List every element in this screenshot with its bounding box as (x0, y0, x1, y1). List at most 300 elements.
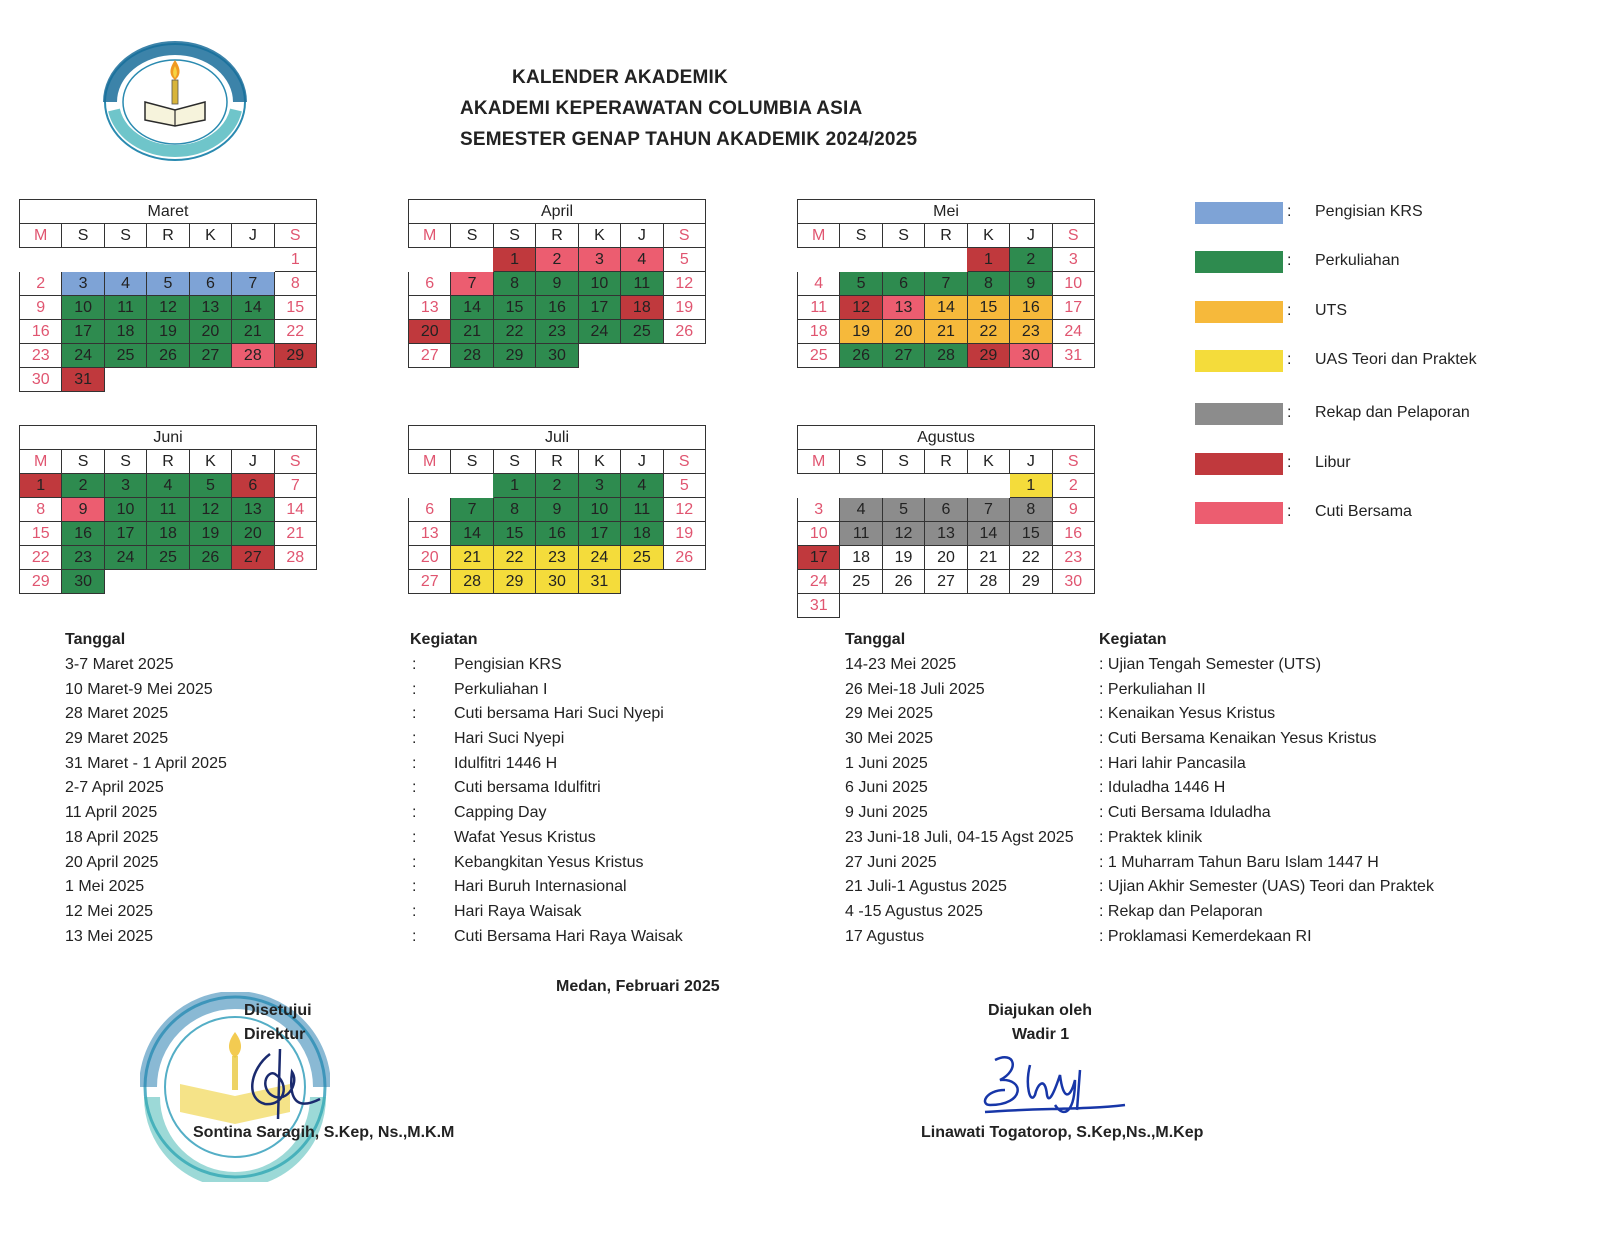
weekday-header: S (62, 450, 104, 474)
calendar-agustus (797, 425, 1095, 618)
event-colon: : (412, 878, 417, 896)
calendar-maret (19, 199, 317, 392)
header-institution: AKADEMI KEPERAWATAN COLUMBIA ASIA (460, 98, 863, 119)
calendar-day: 3 (578, 474, 620, 498)
calendar-day: 13 (925, 522, 967, 546)
calendar-day: 4 (147, 474, 189, 498)
calendar-day: 9 (1052, 498, 1094, 522)
calendar-week (798, 546, 1095, 570)
calendar-day: 29 (967, 344, 1009, 368)
calendar-day: 29 (493, 570, 535, 594)
calendar-day: 6 (189, 272, 231, 296)
event-activity: : Perkuliahan II (1099, 680, 1206, 698)
calendar-day: 19 (147, 320, 189, 344)
calendar-day: 15 (20, 522, 62, 546)
calendar-day: 20 (189, 320, 231, 344)
calendar-day: 7 (451, 272, 493, 296)
event-date: 12 Mei 2025 (65, 902, 154, 920)
calendar-day: 13 (189, 296, 231, 320)
calendar-week (409, 522, 706, 546)
calendar-week (20, 498, 317, 522)
calendar-week (20, 296, 317, 320)
legend-colon: : (1287, 351, 1292, 368)
legend-colon: : (1287, 252, 1292, 269)
empty-cell (104, 248, 146, 272)
events-left-colons (412, 653, 416, 949)
calendar-day: 14 (232, 296, 274, 320)
calendar-day: 10 (578, 272, 620, 296)
academy-logo (100, 40, 250, 170)
calendar-day: 21 (451, 320, 493, 344)
calendar-day: 5 (840, 272, 882, 296)
calendar-day: 31 (1052, 344, 1094, 368)
calendar-day: 23 (1052, 546, 1094, 570)
calendar-day: 1 (493, 248, 535, 272)
calendar-day: 28 (232, 344, 274, 368)
weekday-header: K (189, 224, 231, 248)
events-right-activities (1099, 653, 1434, 949)
calendar-day: 17 (578, 522, 620, 546)
calendar-day: 21 (967, 546, 1009, 570)
calendar-day: 22 (274, 320, 316, 344)
calendar-grid (408, 449, 706, 594)
event-activity: : Iduladha 1446 H (1099, 779, 1226, 797)
weekday-header: K (189, 450, 231, 474)
approved-label: Disetujui (244, 1002, 312, 1019)
calendar-week (798, 320, 1095, 344)
approved-name: Sontina Saragih, S.Kep, Ns.,M.K.M (193, 1124, 455, 1141)
calendar-day: 18 (104, 320, 146, 344)
legend-label: UAS Teori dan Praktek (1315, 351, 1477, 368)
event-activity: Idulfitri 1446 H (454, 754, 558, 772)
calendar-day: 7 (232, 272, 274, 296)
legend-colon: : (1287, 302, 1292, 319)
calendar-day: 20 (409, 320, 451, 344)
event-colon: : (412, 902, 417, 920)
event-date: 27 Juni 2025 (845, 853, 937, 871)
calendar-grid (19, 223, 317, 392)
weekday-header: R (147, 450, 189, 474)
calendar-day: 17 (798, 546, 840, 570)
calendar-week (20, 248, 317, 272)
calendar-day: 24 (104, 546, 146, 570)
calendar-day: 31 (798, 594, 840, 618)
empty-cell (840, 474, 882, 498)
approved-role: Direktur (244, 1026, 306, 1043)
calendar-day: 29 (20, 570, 62, 594)
page-header (460, 62, 918, 155)
calendar-day: 15 (493, 522, 535, 546)
empty-cell (20, 248, 62, 272)
legend-swatch (1195, 350, 1283, 372)
weekday-header: S (1052, 450, 1094, 474)
calendar-day: 10 (1052, 272, 1094, 296)
calendar-day: 14 (967, 522, 1009, 546)
calendar-day: 18 (840, 546, 882, 570)
calendar-day: 26 (663, 320, 705, 344)
calendar-day: 30 (1052, 570, 1094, 594)
calendar-day: 23 (536, 320, 578, 344)
empty-cell (147, 248, 189, 272)
calendar-day: 21 (451, 546, 493, 570)
calendar-day: 24 (1052, 320, 1094, 344)
empty-cell (925, 474, 967, 498)
empty-cell (925, 594, 967, 618)
calendar-week (798, 474, 1095, 498)
calendar-day: 10 (62, 296, 104, 320)
calendar-week (409, 474, 706, 498)
weekday-header: K (967, 224, 1009, 248)
calendar-week (409, 546, 706, 570)
calendar-day: 3 (104, 474, 146, 498)
weekday-header: R (536, 450, 578, 474)
calendar-day: 18 (798, 320, 840, 344)
weekday-header: S (663, 224, 705, 248)
calendar-day: 31 (578, 570, 620, 594)
calendar-week (409, 320, 706, 344)
events-left-activities (454, 653, 683, 949)
calendar-day: 16 (536, 522, 578, 546)
legend-label: Cuti Bersama (1315, 503, 1412, 520)
event-date: 21 Juli-1 Agustus 2025 (845, 878, 1007, 896)
event-colon: : (412, 754, 417, 772)
empty-cell (189, 248, 231, 272)
empty-cell (409, 474, 451, 498)
empty-cell (147, 368, 189, 392)
calendar-day: 10 (798, 522, 840, 546)
event-date: 4 -15 Agustus 2025 (845, 902, 983, 920)
weekday-header: R (925, 224, 967, 248)
event-activity: : Cuti Bersama Iduladha (1099, 804, 1271, 822)
legend-colon: : (1287, 203, 1292, 220)
calendar-day: 29 (1010, 570, 1052, 594)
empty-cell (232, 368, 274, 392)
weekday-header: S (62, 224, 104, 248)
calendar-day: 6 (882, 272, 924, 296)
calendar-day: 18 (621, 296, 663, 320)
calendar-day: 28 (967, 570, 1009, 594)
calendar-day: 28 (925, 344, 967, 368)
calendar-day: 2 (62, 474, 104, 498)
empty-cell (882, 474, 924, 498)
event-date: 13 Mei 2025 (65, 927, 154, 945)
weekday-header: S (840, 450, 882, 474)
event-activity: : 1 Muharram Tahun Baru Islam 1447 H (1099, 853, 1379, 871)
calendar-day: 2 (1052, 474, 1094, 498)
event-date: 30 Mei 2025 (845, 730, 934, 748)
calendar-month-title: Maret (19, 199, 317, 223)
calendar-day: 19 (663, 522, 705, 546)
calendar-day: 3 (62, 272, 104, 296)
weekday-header: S (493, 450, 535, 474)
calendar-day: 11 (798, 296, 840, 320)
calendar-day: 21 (274, 522, 316, 546)
weekday-header: R (925, 450, 967, 474)
event-date: 17 Agustus (845, 927, 925, 945)
calendar-day: 29 (274, 344, 316, 368)
proposed-label: Diajukan oleh (988, 1002, 1093, 1019)
calendar-day: 5 (882, 498, 924, 522)
weekday-header: M (409, 224, 451, 248)
signature-director (230, 1044, 330, 1129)
event-date: 9 Juni 2025 (845, 804, 928, 822)
calendar-day: 1 (274, 248, 316, 272)
event-colon: : (412, 927, 417, 945)
weekday-header: S (451, 450, 493, 474)
calendar-week (20, 344, 317, 368)
calendar-day: 11 (840, 522, 882, 546)
calendar-day: 24 (62, 344, 104, 368)
legend-label: Perkuliahan (1315, 252, 1400, 269)
legend-item-libur (1195, 452, 1525, 478)
event-date: 31 Maret - 1 April 2025 (65, 754, 227, 772)
event-colon: : (412, 779, 417, 797)
calendar-week (798, 272, 1095, 296)
weekday-header: S (493, 224, 535, 248)
weekday-header: K (578, 450, 620, 474)
calendar-day: 30 (62, 570, 104, 594)
legend-label: Rekap dan Pelaporan (1315, 404, 1470, 421)
calendar-week (20, 522, 317, 546)
empty-cell (967, 594, 1009, 618)
event-colon: : (412, 705, 417, 723)
weekday-header: J (621, 450, 663, 474)
empty-cell (840, 594, 882, 618)
weekday-header: S (274, 224, 316, 248)
calendar-week (20, 320, 317, 344)
event-date: 6 Juni 2025 (845, 779, 928, 797)
calendar-day: 2 (20, 272, 62, 296)
calendar-day: 6 (925, 498, 967, 522)
header-title: KALENDER AKADEMIK (512, 67, 728, 88)
calendar-day: 12 (663, 498, 705, 522)
calendar-week (20, 272, 317, 296)
event-activity: : Kenaikan Yesus Kristus (1099, 705, 1276, 723)
calendar-day: 12 (882, 522, 924, 546)
event-colon: : (412, 828, 417, 846)
calendar-day: 10 (104, 498, 146, 522)
weekday-header: J (621, 224, 663, 248)
calendar-day: 4 (621, 474, 663, 498)
event-activity: Cuti bersama Hari Suci Nyepi (454, 705, 664, 723)
calendar-day: 1 (493, 474, 535, 498)
calendar-day: 4 (798, 272, 840, 296)
legend-colon: : (1287, 454, 1292, 471)
calendar-day: 28 (274, 546, 316, 570)
calendar-day: 8 (967, 272, 1009, 296)
legend-swatch (1195, 502, 1283, 524)
calendar-day: 9 (536, 272, 578, 296)
calendar-day: 23 (62, 546, 104, 570)
calendar-day: 19 (840, 320, 882, 344)
events-left-dates (65, 653, 227, 949)
calendar-day: 20 (232, 522, 274, 546)
calendar-day: 17 (104, 522, 146, 546)
calendar-day: 9 (536, 498, 578, 522)
calendar-day: 7 (451, 498, 493, 522)
calendar-day: 15 (274, 296, 316, 320)
calendar-week (798, 570, 1095, 594)
calendar-day: 4 (104, 272, 146, 296)
calendar-day: 12 (147, 296, 189, 320)
events-right-dates (845, 653, 1074, 949)
calendar-day: 30 (536, 344, 578, 368)
calendar-day: 14 (451, 522, 493, 546)
event-activity: Pengisian KRS (454, 656, 562, 673)
event-activity: Wafat Yesus Kristus (454, 828, 596, 846)
event-activity: : Hari lahir Pancasila (1099, 754, 1246, 772)
event-activity: : Cuti Bersama Kenaikan Yesus Kristus (1099, 730, 1377, 748)
event-date: 18 April 2025 (65, 828, 159, 846)
calendar-day: 16 (1052, 522, 1094, 546)
calendar-day: 25 (798, 344, 840, 368)
weekday-header: S (840, 224, 882, 248)
event-activity: Perkuliahan I (454, 680, 548, 698)
calendar-week (409, 570, 706, 594)
weekday-header: M (20, 224, 62, 248)
header-semester: SEMESTER GENAP TAHUN AKADEMIK 2024/2025 (460, 129, 918, 150)
calendar-day: 24 (798, 570, 840, 594)
event-activity: : Rekap dan Pelaporan (1099, 902, 1263, 920)
calendar-day: 6 (409, 272, 451, 296)
events-right-date-header: Tanggal (845, 631, 906, 648)
calendar-day: 25 (840, 570, 882, 594)
empty-cell (104, 570, 146, 594)
calendar-day: 8 (493, 272, 535, 296)
weekday-header: S (1052, 224, 1094, 248)
calendar-day: 15 (1010, 522, 1052, 546)
event-date: 10 Maret-9 Mei 2025 (65, 680, 213, 698)
calendar-day: 6 (409, 498, 451, 522)
event-activity: Hari Suci Nyepi (454, 730, 565, 748)
calendar-day: 28 (451, 570, 493, 594)
calendar-day: 16 (536, 296, 578, 320)
legend-item-krs (1195, 201, 1525, 227)
calendar-week (409, 498, 706, 522)
calendar-day: 22 (493, 320, 535, 344)
calendar-day: 14 (274, 498, 316, 522)
legend-item-rekap (1195, 402, 1525, 428)
calendar-day: 2 (536, 474, 578, 498)
calendar-day: 15 (493, 296, 535, 320)
event-activity: Cuti bersama Idulfitri (454, 779, 601, 797)
event-colon: : (412, 804, 417, 822)
calendar-day: 8 (1010, 498, 1052, 522)
calendar-month-title: Agustus (797, 425, 1095, 449)
calendar-day: 5 (189, 474, 231, 498)
empty-cell (451, 474, 493, 498)
calendar-day: 13 (409, 522, 451, 546)
calendar-grid (408, 223, 706, 368)
weekday-header: S (882, 450, 924, 474)
calendar-week (798, 498, 1095, 522)
calendar-day: 10 (578, 498, 620, 522)
place-date: Medan, Februari 2025 (556, 978, 720, 995)
calendar-day: 23 (536, 546, 578, 570)
calendar-juli (408, 425, 706, 594)
calendar-day: 26 (663, 546, 705, 570)
empty-cell (882, 248, 924, 272)
weekday-header: K (578, 224, 620, 248)
weekday-header: M (798, 450, 840, 474)
calendar-week (409, 272, 706, 296)
empty-cell (663, 344, 705, 368)
legend-colon: : (1287, 503, 1292, 520)
calendar-day: 2 (1010, 248, 1052, 272)
calendar-day: 27 (189, 344, 231, 368)
empty-cell (621, 344, 663, 368)
calendar-day: 21 (232, 320, 274, 344)
event-date: 29 Mei 2025 (845, 705, 934, 723)
event-colon: : (412, 680, 417, 698)
calendar-day: 24 (578, 320, 620, 344)
calendar-day: 30 (1010, 344, 1052, 368)
calendar-day: 30 (536, 570, 578, 594)
calendar-week (409, 344, 706, 368)
calendar-day: 22 (1010, 546, 1052, 570)
calendar-day: 27 (232, 546, 274, 570)
calendar-day: 13 (232, 498, 274, 522)
calendar-grid (19, 449, 317, 594)
empty-cell (663, 570, 705, 594)
calendar-day: 7 (274, 474, 316, 498)
calendar-week (798, 344, 1095, 368)
calendar-day: 11 (147, 498, 189, 522)
weekday-header: S (104, 224, 146, 248)
empty-cell (798, 248, 840, 272)
calendar-day: 1 (20, 474, 62, 498)
event-date: 29 Maret 2025 (65, 730, 169, 748)
calendar-day: 24 (578, 546, 620, 570)
proposed-role: Wadir 1 (1012, 1026, 1070, 1043)
calendar-day: 7 (967, 498, 1009, 522)
calendar-day: 3 (1052, 248, 1094, 272)
legend-swatch (1195, 202, 1283, 224)
calendar-week (409, 296, 706, 320)
calendar-day: 17 (62, 320, 104, 344)
calendar-day: 26 (882, 570, 924, 594)
events-right-activity-header: Kegiatan (1099, 631, 1167, 648)
empty-cell (578, 344, 620, 368)
events-left-activity-header: Kegiatan (410, 631, 478, 648)
event-activity: Hari Raya Waisak (454, 902, 582, 920)
calendar-day: 23 (20, 344, 62, 368)
calendar-day: 5 (147, 272, 189, 296)
proposed-name: Linawati Togatorop, S.Kep,Ns.,M.Kep (921, 1124, 1204, 1141)
calendar-day: 26 (189, 546, 231, 570)
empty-cell (147, 570, 189, 594)
calendar-grid (797, 449, 1095, 618)
calendar-week (798, 296, 1095, 320)
event-activity: : Proklamasi Kemerdekaan RI (1099, 927, 1312, 945)
weekday-header: J (232, 224, 274, 248)
calendar-day: 4 (621, 248, 663, 272)
calendar-day: 26 (147, 344, 189, 368)
empty-cell (274, 570, 316, 594)
calendar-day: 25 (621, 546, 663, 570)
calendar-day: 14 (925, 296, 967, 320)
calendar-week (20, 474, 317, 498)
calendar-day: 8 (20, 498, 62, 522)
events-left-date-header: Tanggal (65, 631, 126, 648)
calendar-day: 15 (967, 296, 1009, 320)
calendar-grid (797, 223, 1095, 368)
calendar-day: 20 (925, 546, 967, 570)
calendar-day: 8 (274, 272, 316, 296)
calendar-day: 22 (967, 320, 1009, 344)
calendar-day: 28 (451, 344, 493, 368)
calendar-day: 11 (621, 498, 663, 522)
